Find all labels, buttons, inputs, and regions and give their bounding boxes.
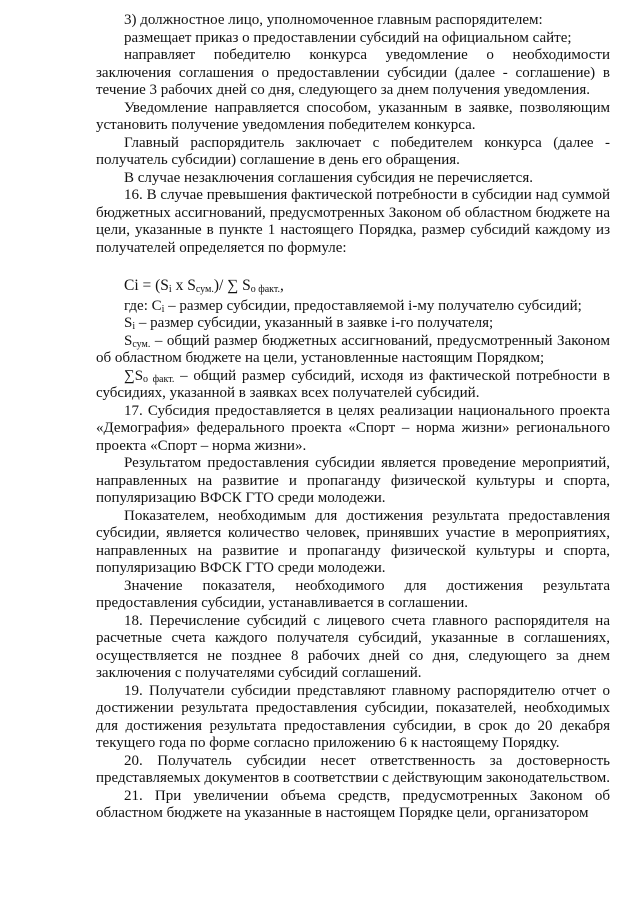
paragraph-no-agreement: В случае незаключения соглашения субсидия не перечисляется. bbox=[124, 169, 533, 186]
paragraph-result: Результатом предоставления субсидии является проведение мероприятий, направленных на развитие и пропаганду физической культуры и спорта, популяризацию ВФСК ГТО среди молодежи. bbox=[96, 455, 610, 506]
paragraph-notify-winner: направляет победителю конкурса уведомление о необходимости заключения соглашения о предоставлении субсидии (далее - соглашение) в течение 3 рабочих дней со дня, следующего за днем получения уведомления. bbox=[96, 47, 610, 98]
paragraph-publish-order: размещает приказ о предоставлении субсидий на официальном сайте; bbox=[124, 29, 572, 46]
paragraph-official-duties: 3) должностное лицо, уполномоченное главным распорядителем: bbox=[124, 12, 543, 28]
paragraph-19-report: 19. Получатели субсидии представляют главному распорядителю отчет о достижении результата предоставления субсидии, показателей, необходимых для достижения результата предоставления субсидии, в срок до 20 декабря текущего года по форме согласно приложению 6 к настоящему Порядку. bbox=[96, 682, 610, 751]
definition-sum-sfact: $\sum S_{o факт.}$ – общий размер субсидий, исходя из фактической потребности в субсидиях, указанной в заявках всех получателей субсидий. bbox=[96, 367, 610, 401]
paragraph-agreement-signing: Главный распорядитель заключает с победителем конкурса (далее - получатель субсидии) соглашение в день его обращения. bbox=[96, 134, 610, 168]
definition-ci: где: $C_i$ – размер субсидии, предоставляемой i-му получателю субсидий; bbox=[124, 297, 582, 315]
definition-ssum: $S_{сум.}$ – общий размер бюджетных ассигнований, предусмотренный Законом об областном бюджете на цели, установленные настоящим Порядком; bbox=[96, 332, 610, 366]
paragraph-17-purpose: 17. Субсидия предоставляется в целях реализации национального проекта «Демография» федерального проекта «Спорт – норма жизни» регионального проекта «Спорт – норма жизни». bbox=[96, 402, 610, 454]
paragraph-16-excess-demand: 16. В случае превышения фактической потребности в субсидии над суммой бюджетных ассигнований, предусмотренных Законом об областном бюджете на цели, указанные в пункте 1 настоящего Порядка, размер субсидий каждому из получателей определяется по формуле: bbox=[96, 187, 610, 256]
subsidy-formula: $Ci = (S_i$ x $S_{сум.})/$ ∑ $S_{o факт.}$, bbox=[124, 277, 284, 295]
definition-si: $S_i$ – размер субсидии, указанный в заявке i-го получателя; bbox=[124, 315, 494, 332]
paragraph-20-responsibility: 20. Получатель субсидии несет ответственность за достоверность представляемых документов в соответствии с действующим законодательством. bbox=[96, 752, 610, 786]
paragraph-indicator: Показателем, необходимым для достижения результата предоставления субсидии, является количество человек, принявших участие в мероприятиях, направленных на развитие и пропаганду физической культуры и спорта, популяризацию ВФСК ГТО среди молодежи. bbox=[96, 507, 610, 576]
paragraph-18-transfer: 18. Перечисление субсидий с лицевого счета главного распорядителя на расчетные счета каждого получателя субсидий, указанные в соглашениях, осуществляется не позднее 8 рабочих дней со дня, следующего за днем заключения с получателями субсидий соглашений. bbox=[96, 612, 610, 681]
paragraph-notification-method: Уведомление направляется способом, указанным в заявке, позволяющим установить получение уведомления победителем конкурса. bbox=[96, 99, 610, 133]
paragraph-21-budget-increase: 21. При увеличении объема средств, предусмотренных Законом об областном бюджете на указанные в настоящем Порядке цели, организатором bbox=[96, 787, 610, 821]
document-body bbox=[96, 12, 610, 823]
paragraph-indicator-value: Значение показателя, необходимого для достижения результата предоставления субсидии, устанавливается в соглашении. bbox=[96, 577, 610, 611]
